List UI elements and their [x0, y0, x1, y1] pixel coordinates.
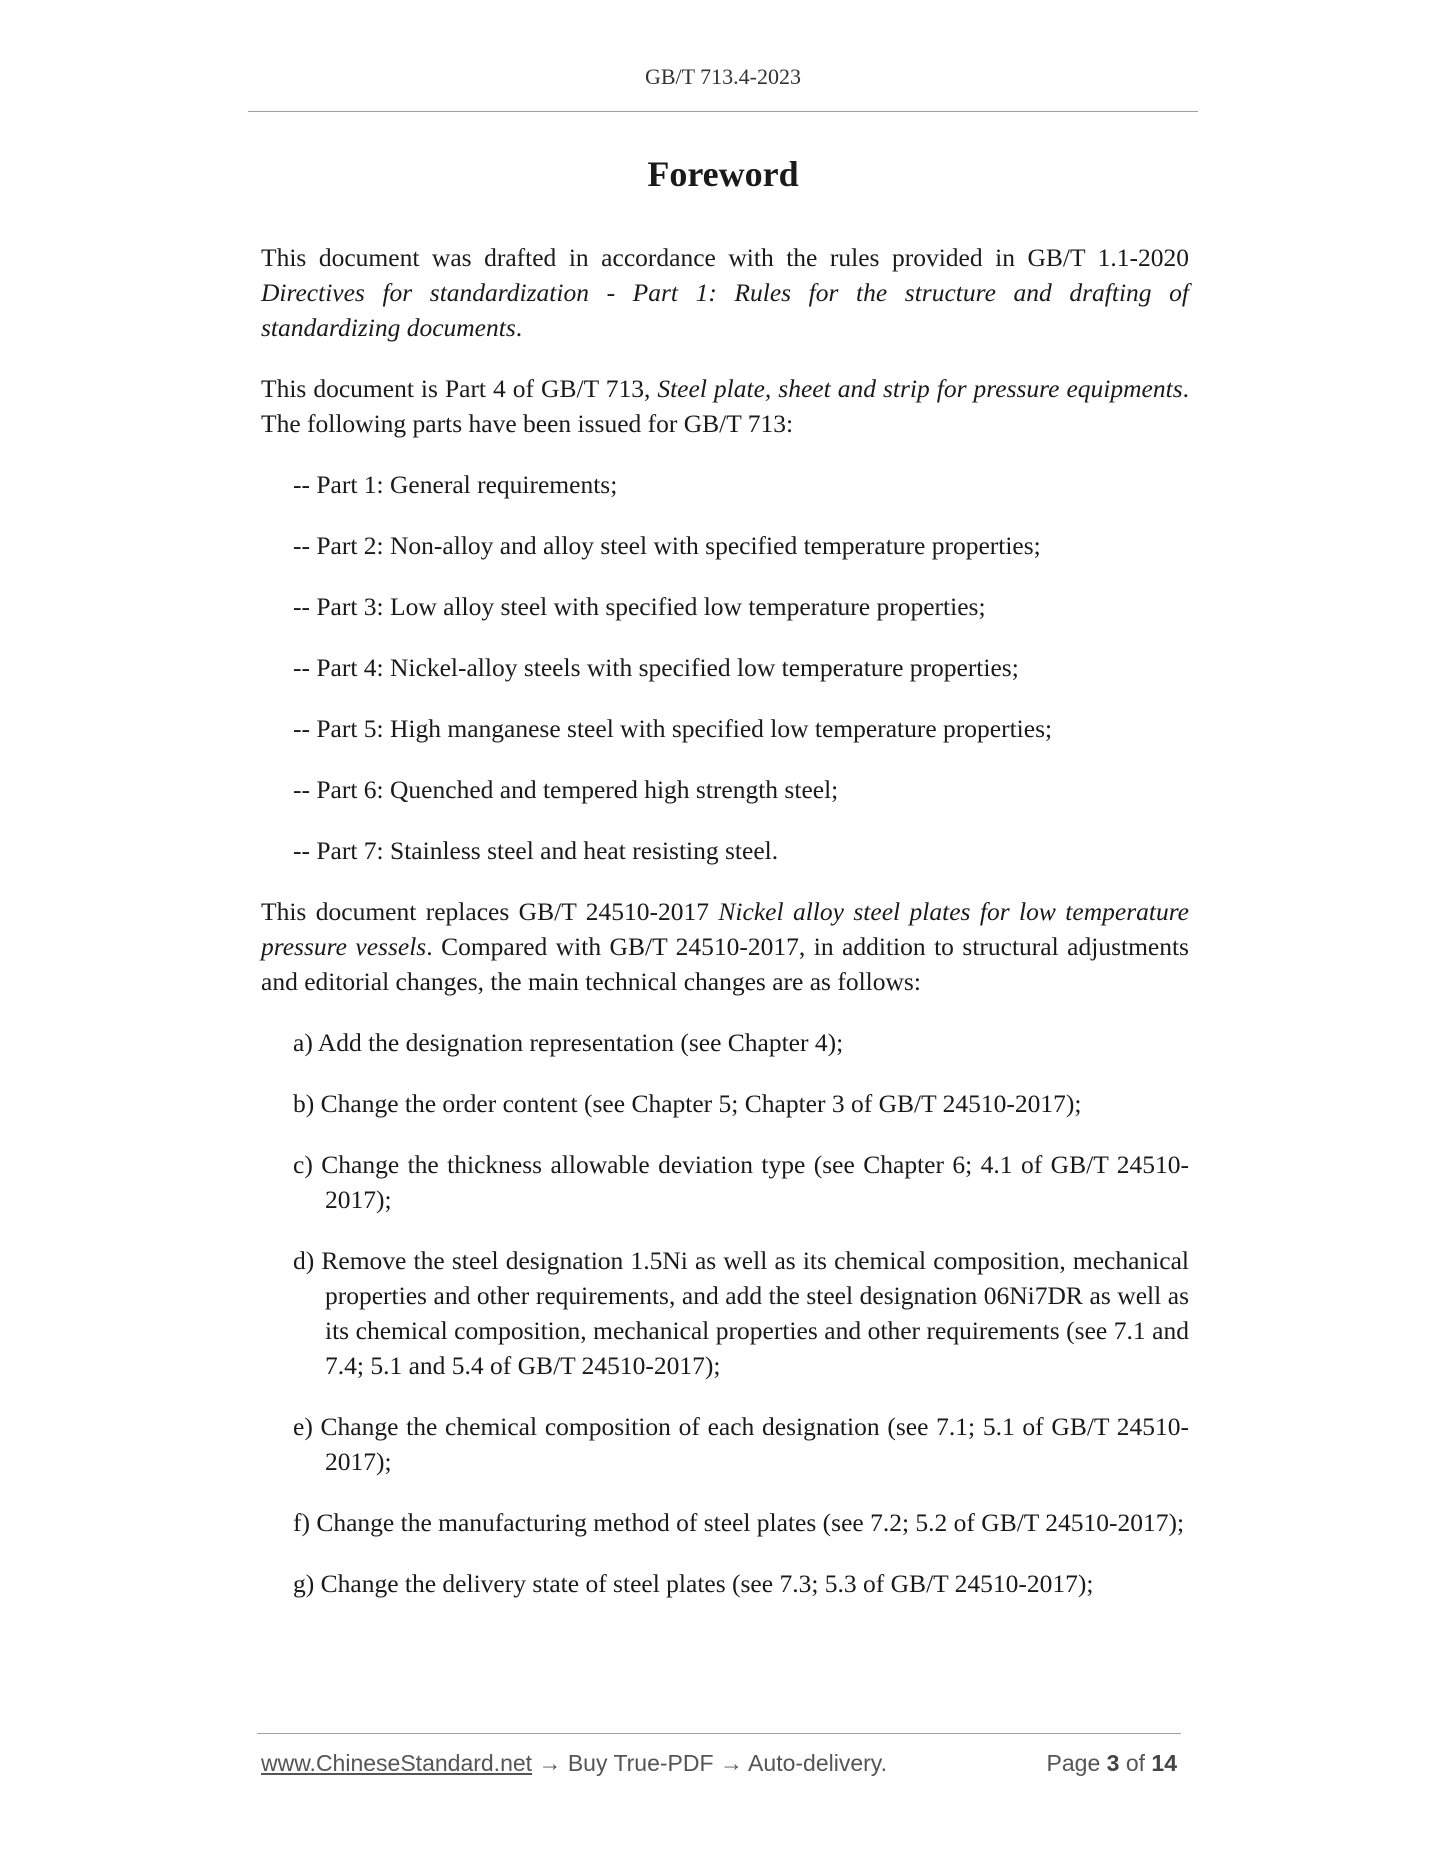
list-item: -- Part 6: Quenched and tempered high strength steel; [293, 775, 839, 804]
paragraph-part-info [261, 371, 1189, 441]
website-link[interactable]: www.ChineseStandard.net [261, 1750, 533, 1776]
changes-list [261, 1025, 1189, 1601]
page-label: Page [1046, 1750, 1107, 1776]
paragraph-text: . The following parts have been issued for GB/T 713: [261, 374, 1189, 438]
paragraph-text: . [515, 313, 523, 342]
list-item: c) Change the thickness allowable deviation type (see Chapter 6; 4.1 of GB/T 24510-2017); [293, 1150, 1189, 1214]
paragraph-text: This document was drafted in accordance with the rules provided in GB/T 1.1-2020 [261, 243, 1189, 272]
paragraph-drafting-rules [261, 240, 1189, 345]
list-item: g) Change the delivery state of steel plates (see 7.3; 5.3 of GB/T 24510-2017); [293, 1569, 1094, 1598]
paragraph-replacement [261, 894, 1189, 999]
list-item: d) Remove the steel designation 1.5Ni as well as its chemical composition, mechanical properties and other requirements, and add the steel designation 06Ni7DR as well as its chemical composition, mechanical properties and other requirements (see 7.1 and 7.4; 5.1 and 5.4 of GB/T 24510-2017); [293, 1246, 1189, 1380]
list-item: -- Part 7: Stainless steel and heat resisting steel. [293, 836, 779, 865]
running-header: GB/T 713.4-2023 [644, 64, 802, 89]
list-item: f) Change the manufacturing method of steel plates (see 7.2; 5.2 of GB/T 24510-2017); [293, 1508, 1185, 1537]
paragraph-text: . Compared with GB/T 24510-2017, in addition to structural adjustments and editorial changes, the main technical changes are as follows: [261, 932, 1189, 996]
list-item: a) Add the designation representation (see Chapter 4); [293, 1028, 844, 1057]
cited-title: Nickel alloy steel plates for low temperature pressure vessels [261, 897, 1189, 961]
list-item: b) Change the order content (see Chapter 5; Chapter 3 of GB/T 24510-2017); [293, 1089, 1082, 1118]
page-indicator [1047, 1750, 1177, 1777]
header-divider [248, 111, 1198, 112]
paragraph-text: This document is Part 4 of GB/T 713, [261, 374, 658, 403]
page-title: Foreword [647, 154, 799, 194]
list-item: -- Part 2: Non-alloy and alloy steel with specified temperature properties; [293, 531, 1041, 560]
list-item: -- Part 1: General requirements; [293, 470, 618, 499]
page-total: 14 [1151, 1750, 1177, 1776]
footer-divider [257, 1733, 1181, 1734]
list-item: e) Change the chemical composition of each designation (see 7.1; 5.1 of GB/T 24510-2017); [293, 1412, 1189, 1476]
list-item: -- Part 4: Nickel-alloy steels with specified low temperature properties; [293, 653, 1019, 682]
footer-promo [261, 1750, 887, 1777]
cited-title: Directives for standardization - Part 1: Rules for the structure and drafting of standardizing documents [261, 278, 1189, 342]
cited-title: Steel plate, sheet and strip for pressure equipments [657, 374, 1183, 403]
parts-list [261, 467, 1189, 868]
paragraph-text: This document replaces GB/T 24510-2017 [261, 897, 719, 926]
promo-text: → Buy True-PDF → Auto-delivery. [532, 1750, 887, 1776]
page-current: 3 [1106, 1750, 1120, 1776]
page-of-label: of [1119, 1750, 1152, 1776]
list-item: -- Part 3: Low alloy steel with specified low temperature properties; [293, 592, 986, 621]
list-item: -- Part 5: High manganese steel with specified low temperature properties; [293, 714, 1053, 743]
document-body [261, 240, 1189, 1627]
